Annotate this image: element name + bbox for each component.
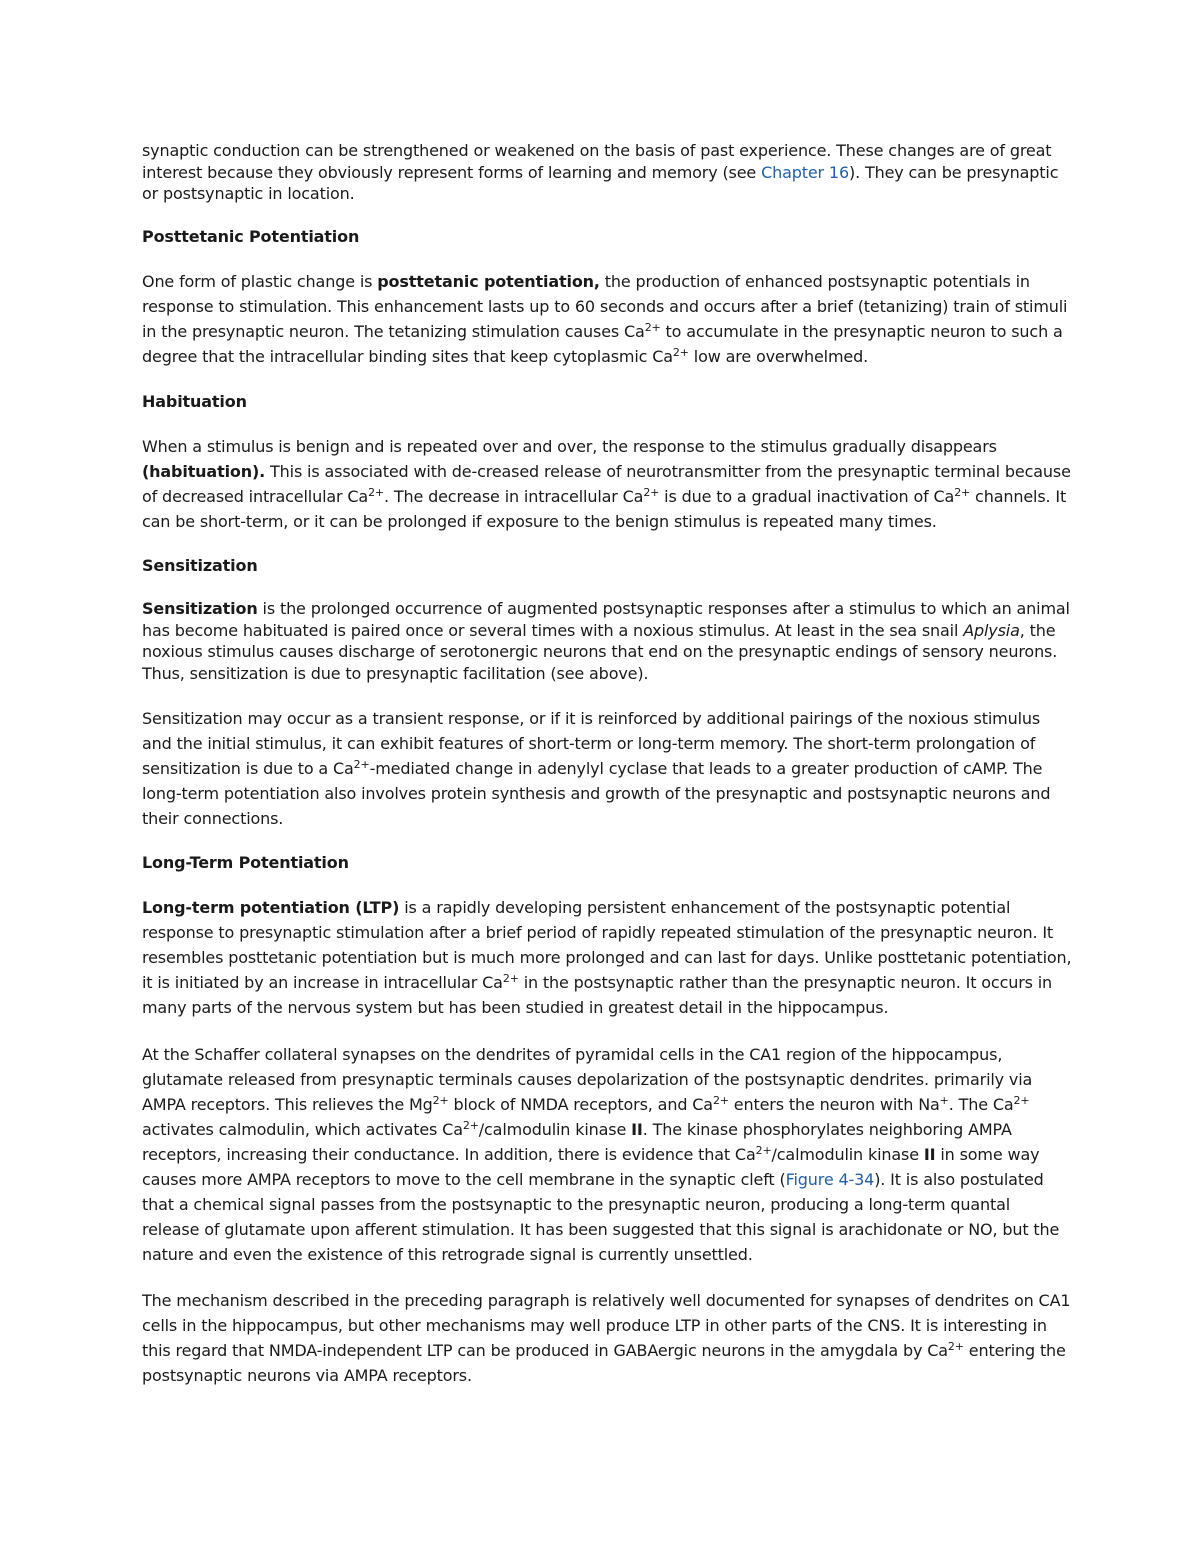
ltp-paragraph-2: At the Schaffer collateral synapses on the dendrites of pyramidal cells in the CA1 region of the hippocampus, glutamate released from presynaptic terminals causes depolarization of the postsynaptic dendrites. primarily via AMPA receptors. This relieves the $Mg^{2+}$ block of NMDA receptors, and $Ca^{2+}$ enters the neuron with Na+. The $Ca^{2+}$ activates calmodulin, which activates $Ca^{2+}$/calmodulin kinase II. The kinase phosphorylates neighboring AMPA receptors, increasing their conductance. In addition, there is evidence that $Ca^{2+}$/calmodulin kinase II in some way causes more AMPA receptors to move to the cell membrane in the synaptic cleft (Figure 4-34). It is also postulated that a chemical signal passes from the postsynaptic to the presynaptic neuron, producing a long-term quantal release of glutamate upon afferent stimulation. It has been suggested that this signal is arachidonate or NO, but the nature and even the existence of this retrograde signal is currently unsettled.	[142, 1044, 1060, 1264]
sensitization-paragraph-1: Sensitization is the prolonged occurrence of augmented postsynaptic responses after a stimulus to which an animal has become habituated is paired once or several times with a noxious stimulus. At least in the sea snail Aplysia, the noxious stimulus causes discharge of serotonergic neurons that end on the presynaptic endings of sensory neurons. Thus, sensitization is due to presynaptic facilitation (see above).	[142, 599, 1070, 683]
sensitization-paragraph-2: Sensitization may occur as a transient response, or if it is reinforced by additional pairings of the noxious stimulus and the initial stimulus, it can exhibit features of short-term or long-term memory. The short-term prolongation of sensitization is due to a $Ca^{2+}$-mediated change in adenylyl cyclase that leads to a greater production of cAMP. The long-term potentiation also involves protein synthesis and growth of the presynaptic and postsynaptic neurons and their connections.	[142, 708, 1051, 828]
habituation-term: (habituation).	[142, 461, 266, 481]
superscript: 2+	[353, 757, 370, 771]
plus-superscript: +	[939, 1093, 949, 1107]
roman-two: II	[923, 1144, 936, 1164]
superscript: 2+	[502, 972, 519, 985]
intro-paragraph: synaptic conduction can be strengthened or weakened on the basis of past experience. These changes are of great interest because they obviously represent forms of learning and memory (see Chapter 16). They can be presynaptic or postsynaptic in location.	[142, 141, 1059, 203]
superscript: 2+	[712, 1093, 729, 1107]
aplysia-italic: Aplysia	[963, 620, 1020, 640]
ltp-term: Long-term potentiation (LTP)	[142, 898, 400, 917]
heading-habituation: Habituation	[142, 391, 247, 411]
superscript: 2+	[1013, 1093, 1030, 1107]
superscript: 2+	[368, 485, 384, 499]
superscript: 2+	[755, 1143, 772, 1157]
superscript: 2+	[947, 1340, 964, 1353]
ltp-paragraph-3: The mechanism described in the preceding paragraph is relatively well documented for synapses of dendrites on CA1 cells in the hippocampus, but other mechanisms may well produce LTP in other parts of the CNS. It is interesting in this regard that NMDA-independent LTP can be produced in GABAergic neurons in the amygdala by $Ca^{2+}$ entering the postsynaptic neurons via AMPA receptors.	[142, 1291, 1071, 1385]
superscript: 2+	[432, 1093, 449, 1107]
superscript: 2+	[672, 346, 689, 359]
document-page	[142, 140, 1072, 1388]
ltp-paragraph-1: Long-term potentiation (LTP) is a rapidly developing persistent enhancement of the postsynaptic potential response to presynaptic stimulation after a brief period of rapidly repeated stimulation of the presynaptic neuron. It resembles posttetanic potentiation but is much more prolonged and can last for days. Unlike posttetanic potentiation, it is initiated by an increase in intracellular $Ca^{2+}$ in the postsynaptic rather than the presynaptic neuron. It occurs in many parts of the nervous system but has been studied in greatest detail in the hippocampus.	[142, 898, 1072, 1017]
figure-4-34-link[interactable]: Figure 4-34	[785, 1169, 875, 1189]
chapter-16-link[interactable]: Chapter 16	[761, 162, 849, 182]
superscript: 2+	[462, 1118, 479, 1132]
heading-long-term-potentiation: Long-Term Potentiation	[142, 853, 349, 872]
sensitization-term: Sensitization	[142, 599, 258, 618]
superscript: 2+	[643, 485, 660, 499]
heading-sensitization: Sensitization	[142, 556, 258, 575]
superscript: 2+	[954, 485, 971, 499]
habituation-paragraph: When a stimulus is benign and is repeated over and over, the response to the stimulus gradually disappears (habituation). This is associated with de-creased release of neurotransmitter from the presynaptic terminal because of decreased intracellular $Ca^{2+}$. The decrease in intracellular $Ca^{2+}$ is due to a gradual inactivation of $Ca^{2+}$ channels. It can be short-term, or it can be prolonged if exposure to the benign stimulus is repeated many times.	[142, 436, 1071, 531]
posttetanic-paragraph: One form of plastic change is posttetanic potentiation, the production of enhanced postsynaptic potentials in response to stimulation. This enhancement lasts up to 60 seconds and occurs after a brief (tetanizing) train of stimuli in the presynaptic neuron. The tetanizing stimulation causes $Ca^{2+}$ to accumulate in the presynaptic neuron to such a degree that the intracellular binding sites that keep cytoplasmic $Ca^{2+}$ low are overwhelmed.	[142, 272, 1068, 366]
roman-two: II	[631, 1119, 643, 1139]
superscript: 2+	[644, 321, 661, 334]
heading-posttetanic-potentiation: Posttetanic Potentiation	[142, 227, 360, 246]
posttetanic-term: posttetanic potentiation,	[377, 272, 600, 291]
